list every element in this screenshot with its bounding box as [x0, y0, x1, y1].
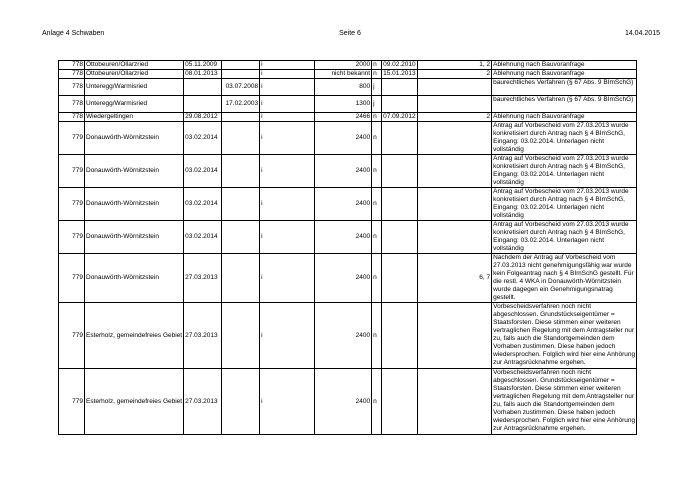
cell-nr: 779 [59, 369, 85, 435]
cell-date3 [382, 96, 418, 113]
cell-value: nicht bekannt [315, 70, 372, 79]
cell-nr: 779 [59, 122, 85, 155]
cell-ref: 2 [418, 113, 492, 122]
cell-flag: i [260, 79, 315, 96]
cell-flag: i [260, 369, 315, 435]
cell-date2 [222, 303, 260, 369]
cell-date1: 27.03.2013 [184, 303, 222, 369]
cell-status: n [372, 113, 382, 122]
page-number: Seite 6 [339, 30, 361, 37]
cell-status: n [372, 254, 382, 303]
cell-status: n [372, 70, 382, 79]
cell-ref [418, 221, 492, 254]
cell-nr: 779 [59, 188, 85, 221]
cell-date3 [382, 155, 418, 188]
table-row [59, 61, 637, 70]
cell-status: n [372, 122, 382, 155]
cell-nr: 778 [59, 96, 85, 113]
cell-ref [418, 122, 492, 155]
table-row [59, 96, 637, 113]
cell-date2 [222, 221, 260, 254]
cell-remark: Nachdem der Antrag auf Vorbescheid vom 27.03.2013 nicht genehmigungsfähig war wurde kein Folgeantrag nach § 4 BImSchG gestellt. Für die restl. 4 WKA in Donauwörth-Wörnitzstein wurde dagegen ein Genehmigungsnatrag gestellt. [492, 254, 637, 303]
table-row [59, 122, 637, 155]
cell-date1: 27.03.2013 [184, 254, 222, 303]
cell-ort: Donauwörth-Wörnitzstein [85, 221, 184, 254]
cell-nr: 778 [59, 61, 85, 70]
cell-date3: 09.02.2010 [383, 61, 416, 68]
table-row [59, 79, 637, 96]
cell-remark: Antrag auf Vorbescheid vom 27.03.2013 wurde konkretisiert durch Antrag nach § 4 BImSchG, Eingang: 03.02.2014. Unterlagen nicht vollständig [492, 155, 637, 188]
cell-remark: Antrag auf Vorbescheid vom 27.03.2013 wurde konkretisiert durch Antrag nach § 4 BImSchG, Eingang: 03.02.2014. Unterlagen nicht vollständig [492, 188, 637, 221]
cell-ref: 6, 7 [418, 254, 492, 303]
cell-date3 [382, 188, 418, 221]
cell-flag: i [260, 221, 315, 254]
table-row [59, 254, 637, 303]
cell-ort: Ottobeuren/Ollarzried [85, 61, 184, 70]
cell-ort: Donauwörth-Wörnitzstein [85, 188, 184, 221]
cell-value: 2400 [315, 155, 372, 188]
cell-date2 [222, 70, 260, 79]
header-left: Anlage 4 Schwaben [42, 30, 105, 37]
cell-ref [418, 155, 492, 188]
cell-value: 2400 [315, 303, 372, 369]
cell-nr: 778 [59, 79, 85, 96]
cell-date1: 03.02.2014 [184, 188, 222, 221]
cell-date2 [222, 122, 260, 155]
cell-status: n [372, 369, 382, 435]
cell-date3: 15.01.2013 [383, 70, 416, 77]
cell-nr: 778 [59, 70, 85, 79]
cell-date1: 05.11.2009 [184, 61, 222, 70]
cell-value: 2400 [315, 221, 372, 254]
cell-ort: Esterholz, gemeindefreies Gebiet [85, 369, 184, 435]
cell-date1 [184, 79, 222, 96]
cell-remark: Antrag auf Vorbescheid vom 27.03.2013 wurde konkretisiert durch Antrag nach § 4 BImSchG, Eingang: 03.02.2014. Unterlagen nicht vollständig [492, 221, 637, 254]
cell-status: n [372, 61, 382, 70]
cell-ref [418, 188, 492, 221]
cell-ort: Donauwörth-Wörnitzstein [85, 254, 184, 303]
cell-date2 [222, 61, 260, 70]
cell-date1: 27.03.2013 [184, 369, 222, 435]
cell-date3 [382, 369, 418, 435]
cell-nr: 779 [59, 155, 85, 188]
cell-date2 [222, 369, 260, 435]
cell-ort: Unteregg/Warmisried [85, 79, 184, 96]
cell-status: n [372, 188, 382, 221]
cell-remark: Antrag auf Vorbescheid vom 27.03.2013 wurde konkretisiert durch Antrag nach § 4 BImSchG, Eingang: 03.02.2014. Unterlagen nicht vollständig [492, 122, 637, 155]
cell-nr: 779 [59, 303, 85, 369]
header-date: 14.04.2015 [624, 30, 660, 37]
cell-ref [418, 303, 492, 369]
cell-value: 2400 [315, 122, 372, 155]
cell-ref: 2 [418, 70, 492, 79]
cell-ref [418, 96, 492, 113]
cell-nr: 779 [59, 221, 85, 254]
cell-remark: Ablehnung nach Bauvoranfrage [492, 70, 637, 79]
cell-flag: i [260, 61, 315, 70]
cell-date3 [382, 122, 418, 155]
cell-status: j [372, 79, 382, 96]
cell-flag: i [260, 113, 315, 122]
cell-remark: baurechtliches Verfahren (§ 67 Abs. 9 BImSchG) [492, 96, 637, 113]
cell-ref [418, 369, 492, 435]
cell-status: n [372, 303, 382, 369]
cell-flag: i [260, 188, 315, 221]
cell-ref [418, 79, 492, 96]
cell-value: 2400 [315, 254, 372, 303]
cell-nr: 779 [59, 254, 85, 303]
cell-ort: Donauwörth-Wörnitzstein [85, 122, 184, 155]
cell-value: 1300 [315, 96, 372, 113]
table-row [59, 155, 637, 188]
table-row [59, 70, 637, 79]
data-table [58, 60, 637, 435]
cell-date3 [382, 221, 418, 254]
cell-date2 [222, 155, 260, 188]
cell-value: 800 [315, 79, 372, 96]
cell-date1: 29.08.2012 [184, 113, 222, 122]
cell-date3 [382, 303, 418, 369]
cell-value: 2000 [315, 61, 372, 70]
cell-date2 [222, 113, 260, 122]
cell-ort: Wiedergeltingen [85, 113, 184, 122]
cell-date2: 03.07.2008 [222, 79, 260, 96]
cell-date1: 03.02.2014 [184, 221, 222, 254]
cell-date3 [382, 79, 418, 96]
cell-date2: 17.02.2003 [222, 96, 260, 113]
cell-status: j [372, 96, 382, 113]
table-row [59, 113, 637, 122]
cell-value: 2466 [315, 113, 372, 122]
cell-date3 [382, 254, 418, 303]
table-row [59, 369, 637, 435]
cell-remark: baurechtliches Verfahren (§ 67 Abs. 9 BImSchG) [492, 79, 637, 96]
cell-date3: 07.09.2012 [383, 113, 416, 120]
cell-ort: Donauwörth-Wörnitzstein [85, 155, 184, 188]
cell-remark: Vorbescheidsverfahren noch nicht abgeschlossen. Grundstückseigentümer = Staatsforsten. Diese stimmen einer weiteren vertraglichen Regelung mit dem Antragsteller nur zu, falls auch die Standortgemeinden dem Vorhaben zustimmen. Diese haben jedoch wiedersprochen. Folglich wird hier eine Anhörung zur Antragsrücknahme ergehen. [492, 369, 637, 435]
cell-ort: Esterholz, gemeindefreies Gebiet [85, 303, 184, 369]
cell-value: 2400 [315, 369, 372, 435]
cell-date1 [184, 96, 222, 113]
cell-flag: i [260, 155, 315, 188]
table-row [59, 303, 637, 369]
cell-ort: Ottobeuren/Ollarzried [85, 70, 184, 79]
cell-date2 [222, 188, 260, 221]
table-row [59, 188, 637, 221]
cell-remark: Vorbescheidsverfahren noch nicht abgeschlossen. Grundstückseigentümer = Staatsforsten. Diese stimmen einer weiteren vertraglichen Regelung mit dem Antragsteller nur zu, falls auch die Standortgemeinden dem Vorhaben zustimmen. Diese haben jedoch wiedersprochen. Folglich wird hier eine Anhörung zur Antragsrücknahme ergehen. [492, 303, 637, 369]
cell-date1: 03.02.2014 [184, 122, 222, 155]
cell-ort: Unteregg/Warmisried [85, 96, 184, 113]
cell-flag: i [260, 254, 315, 303]
table-row [59, 221, 637, 254]
cell-flag: i [260, 122, 315, 155]
cell-value: 2400 [315, 188, 372, 221]
cell-flag: i [260, 96, 315, 113]
cell-nr: 778 [59, 113, 85, 122]
cell-remark: Ablehnung nach Bauvoranfrage [492, 61, 637, 70]
cell-status: n [372, 155, 382, 188]
cell-date1: 03.02.2014 [184, 155, 222, 188]
cell-ref: 1, 2 [418, 61, 492, 70]
cell-flag: i [260, 303, 315, 369]
cell-date1: 08.01.2013 [184, 70, 222, 79]
cell-date2 [222, 254, 260, 303]
cell-status: n [372, 221, 382, 254]
cell-flag: i [260, 70, 315, 79]
cell-remark: Ablehnung nach Bauvoranfrage [492, 113, 637, 122]
